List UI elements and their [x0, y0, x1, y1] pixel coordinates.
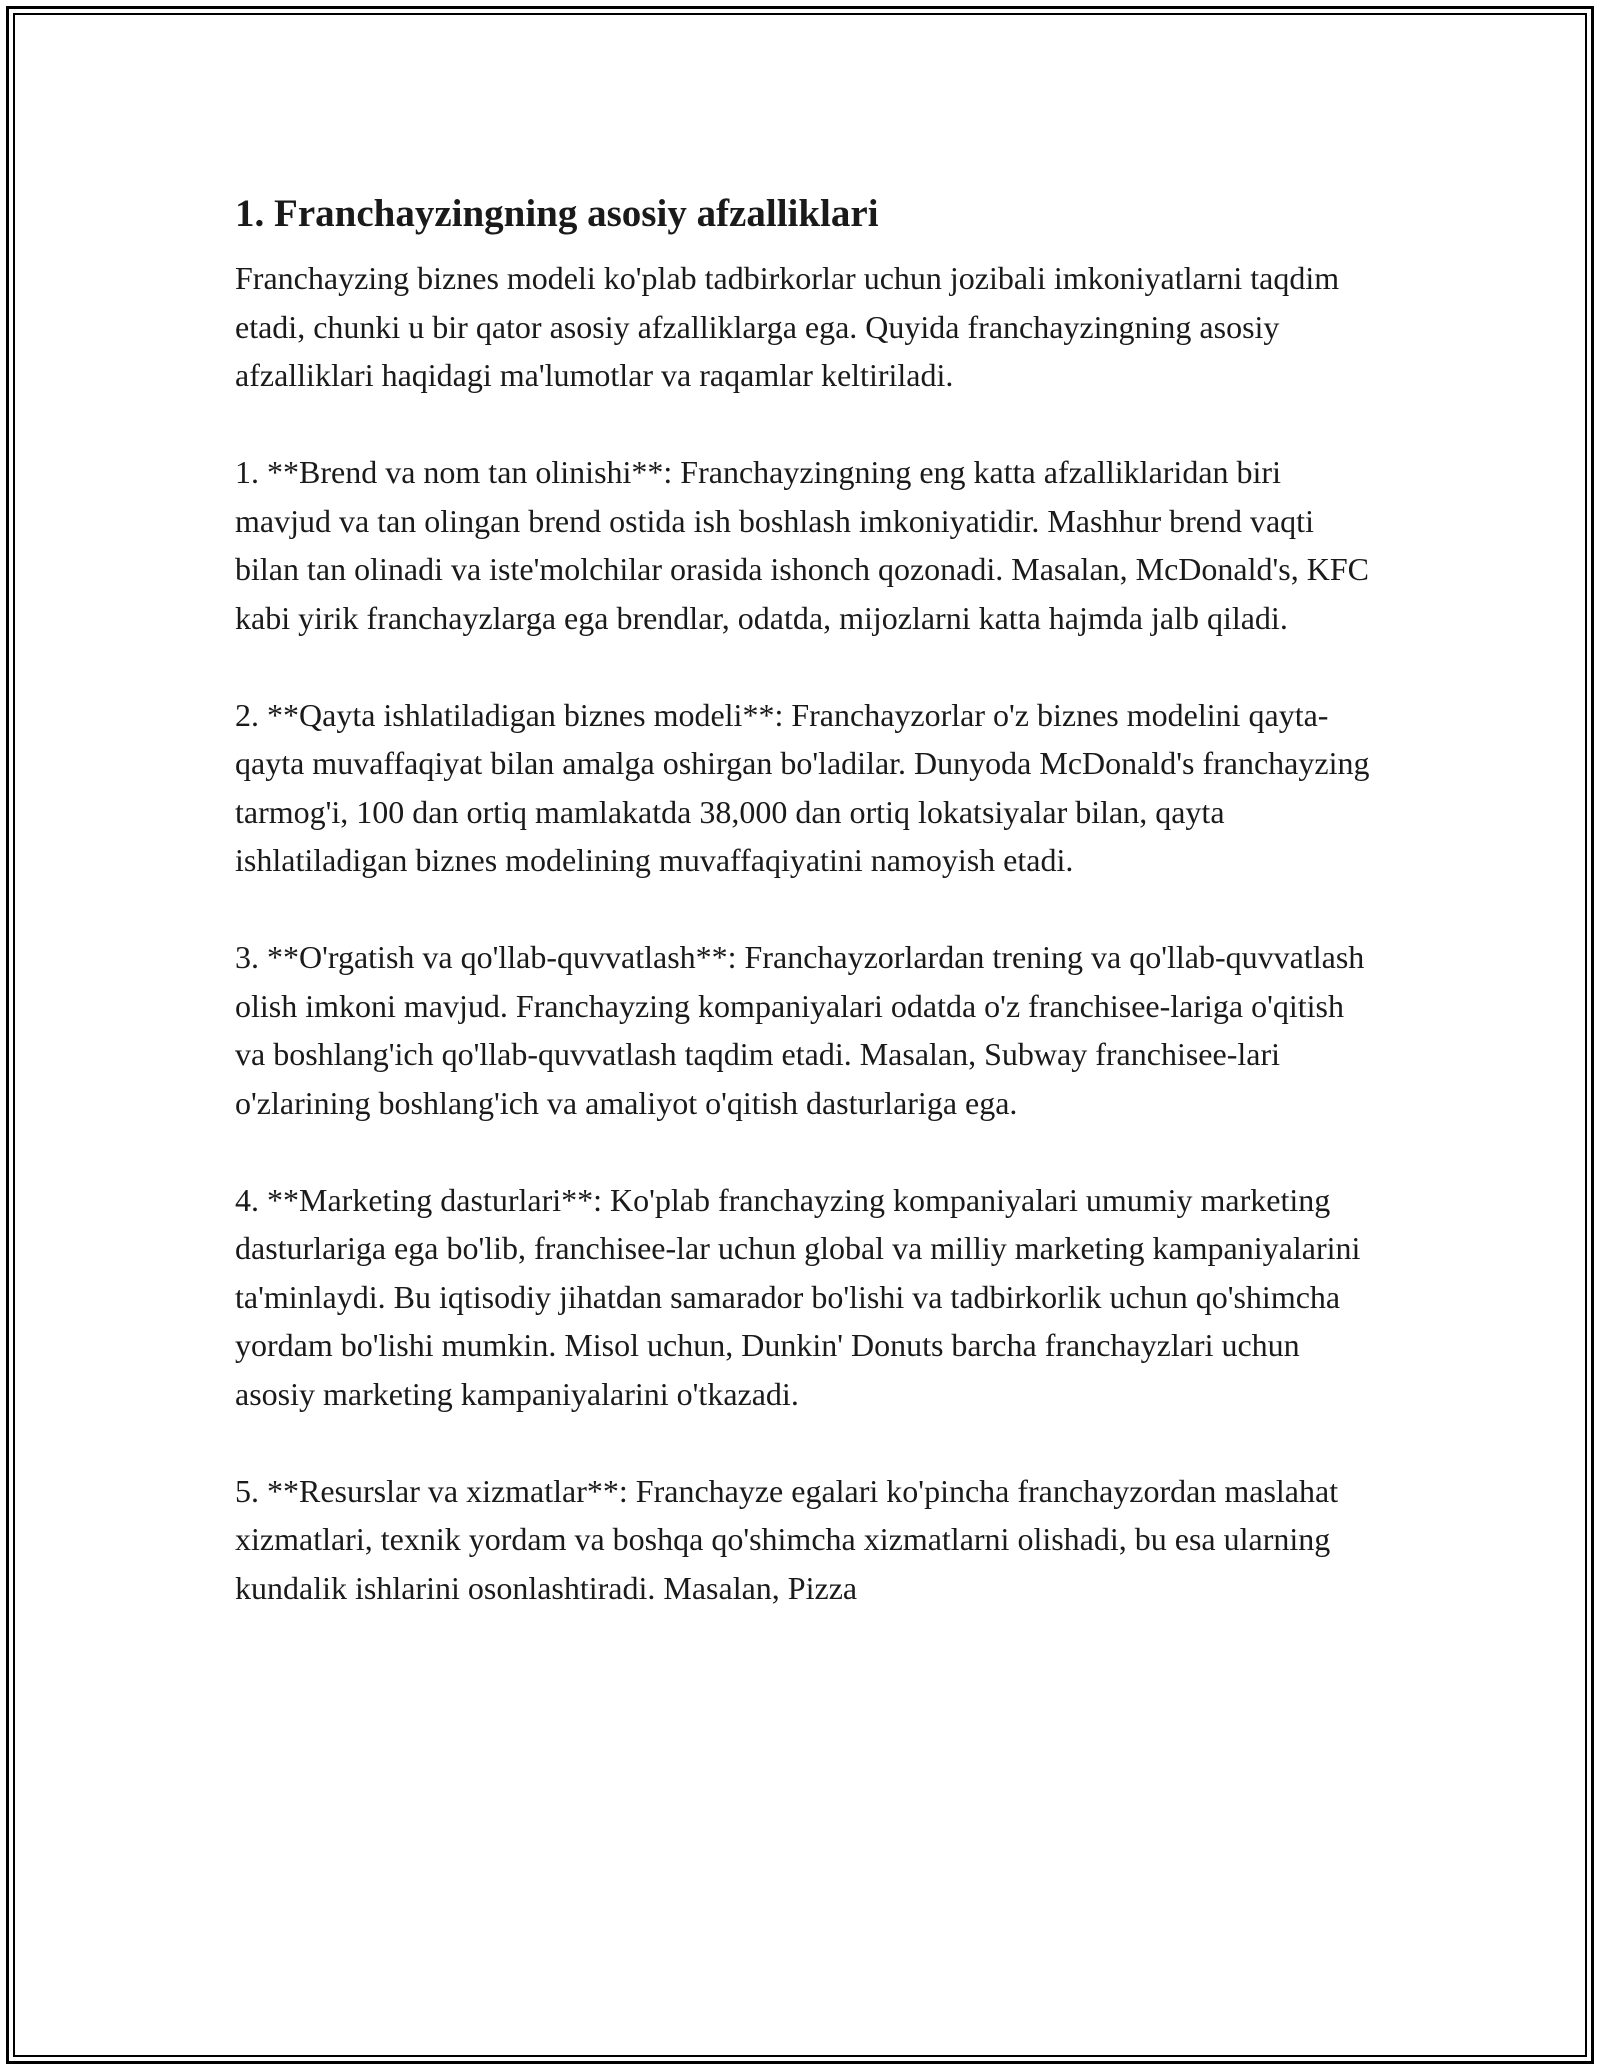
section-heading: 1. Franchayzingning asosiy afzalliklari: [235, 192, 879, 235]
document-body: [235, 186, 1375, 1661]
intro-paragraph: Franchayzing biznes modeli ko'plab tadbirkorlar uchun jozibali imkoniyatlarni taqdim etadi, chunki u bir qator asosiy afzalliklarga ega. Quyida franchayzingning asosiy afzalliklari haqidagi ma'lumotlar va raqamlar keltiriladi.: [235, 260, 1340, 393]
paragraph-brand-recognition: 1. **Brend va nom tan olinishi**: Franchayzingning eng katta afzalliklaridan biri mavjud va tan olingan brend ostida ish boshlash imkoniyatidir. Mashhur brend vaqti bilan tan olinadi va iste'molchilar orasida ishonch qozonadi. Masalan, McDonald's, KFC kabi yirik franchayzlarga ega brendlar, odatda, mijozlarni katta hajmda jalb qiladi.: [235, 454, 1369, 636]
paragraph-marketing: 4. **Marketing dasturlari**: Ko'plab franchayzing kompaniyalari umumiy marketing dasturlariga ega bo'lib, franchisee-lar uchun global va milliy marketing kampaniyalarini ta'minlaydi. Bu iqtisodiy jihatdan samarador bo'lishi va tadbirkorlik uchun qo'shimcha yordam bo'lishi mumkin. Misol uchun, Dunkin' Donuts barcha franchayzlari uchun asosiy marketing kampaniyalarini o'tkazadi.: [235, 1181, 1361, 1412]
paragraph-training-support: 3. **O'rgatish va qo'llab-quvvatlash**: Franchayzorlardan trening va qo'llab-quvvatlash olish imkoni mavjud. Franchayzing kompaniyalari odatda o'z franchisee-lariga o'qitish va boshlang'ich qo'llab-quvvatlash taqdim etadi. Masalan, Subway franchisee-lari o'zlarining boshlang'ich va amaliyot o'qitish dasturlariga ega.: [235, 939, 1365, 1121]
paragraph-business-model: 2. **Qayta ishlatiladigan biznes modeli**: Franchayzorlar o'z biznes modelini qayta-qayta muvaffaqiyat bilan amalga oshirgan bo'ladilar. Dunyoda McDonald's franchayzing tarmog'i, 100 dan ortiq mamlakatda 38,000 dan ortiq lokatsiyalar bilan, qayta ishlatiladigan biznes modelining muvaffaqiyatini namoyish etadi.: [235, 696, 1370, 878]
paragraph-resources: 5. **Resurslar va xizmatlar**: Franchayze egalari ko'pincha franchayzordan maslahat xizmatlari, texnik yordam va boshqa qo'shimcha xizmatlarni olishadi, bu esa ularning kundalik ishlarini osonlashtiradi. Masalan, Pizza: [235, 1472, 1339, 1606]
